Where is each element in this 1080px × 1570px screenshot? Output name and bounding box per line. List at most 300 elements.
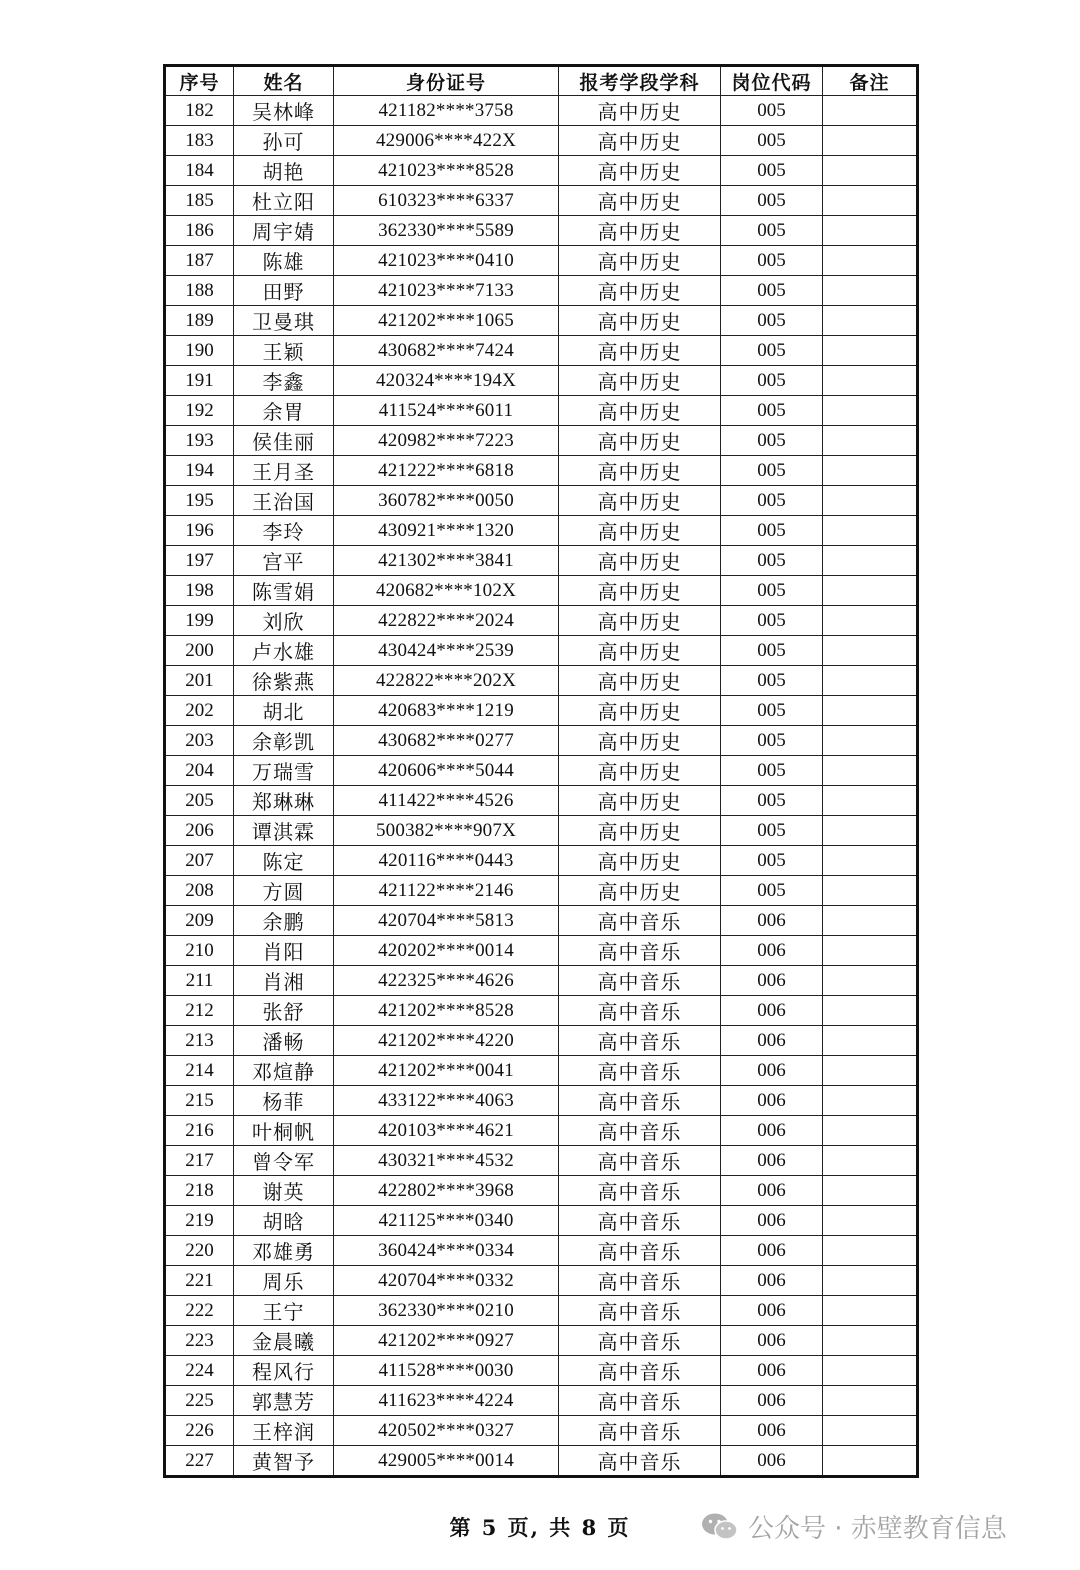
table-row bbox=[165, 1146, 918, 1176]
cell-remarks bbox=[823, 156, 918, 186]
cell-id-number: 421182****3758 bbox=[334, 96, 559, 126]
table-row bbox=[165, 1266, 918, 1296]
cell-id-number: 420502****0327 bbox=[334, 1416, 559, 1446]
cell-id-number: 421202****0927 bbox=[334, 1326, 559, 1356]
cell-id-number: 420324****194X bbox=[334, 366, 559, 396]
cell-post-code: 006 bbox=[721, 1056, 823, 1086]
table-row bbox=[165, 576, 918, 606]
table-row bbox=[165, 1416, 918, 1446]
table-row bbox=[165, 1086, 918, 1116]
cell-remarks bbox=[823, 966, 918, 996]
table-row bbox=[165, 606, 918, 636]
cell-subject: 高中历史 bbox=[559, 156, 721, 186]
cell-seq: 192 bbox=[165, 396, 234, 426]
cell-id-number: 411623****4224 bbox=[334, 1386, 559, 1416]
cell-id-number: 420982****7223 bbox=[334, 426, 559, 456]
cell-post-code: 006 bbox=[721, 1116, 823, 1146]
cell-subject: 高中历史 bbox=[559, 696, 721, 726]
cell-post-code: 006 bbox=[721, 1416, 823, 1446]
cell-remarks bbox=[823, 786, 918, 816]
cell-subject: 高中音乐 bbox=[559, 936, 721, 966]
cell-id-number: 421122****2146 bbox=[334, 876, 559, 906]
cell-post-code: 006 bbox=[721, 1206, 823, 1236]
cell-id-number: 411422****4526 bbox=[334, 786, 559, 816]
cell-name: 程风行 bbox=[234, 1356, 334, 1386]
cell-post-code: 006 bbox=[721, 1296, 823, 1326]
cell-name: 侯佳丽 bbox=[234, 426, 334, 456]
cell-remarks bbox=[823, 516, 918, 546]
cell-name: 王梓润 bbox=[234, 1416, 334, 1446]
cell-post-code: 006 bbox=[721, 1386, 823, 1416]
header-id-number: 身份证号 bbox=[334, 66, 559, 96]
cell-seq: 196 bbox=[165, 516, 234, 546]
cell-seq: 213 bbox=[165, 1026, 234, 1056]
cell-subject: 高中历史 bbox=[559, 336, 721, 366]
table-row bbox=[165, 696, 918, 726]
cell-name: 吴林峰 bbox=[234, 96, 334, 126]
cell-subject: 高中音乐 bbox=[559, 1206, 721, 1236]
cell-id-number: 421202****4220 bbox=[334, 1026, 559, 1056]
cell-remarks bbox=[823, 1026, 918, 1056]
cell-remarks bbox=[823, 276, 918, 306]
table-row bbox=[165, 366, 918, 396]
cell-id-number: 420682****102X bbox=[334, 576, 559, 606]
cell-remarks bbox=[823, 996, 918, 1026]
cell-seq: 214 bbox=[165, 1056, 234, 1086]
cell-id-number: 421202****8528 bbox=[334, 996, 559, 1026]
table-row bbox=[165, 216, 918, 246]
cell-seq: 226 bbox=[165, 1416, 234, 1446]
cell-subject: 高中历史 bbox=[559, 96, 721, 126]
cell-name: 王颖 bbox=[234, 336, 334, 366]
cell-id-number: 360424****0334 bbox=[334, 1236, 559, 1266]
cell-seq: 206 bbox=[165, 816, 234, 846]
header-post-code: 岗位代码 bbox=[721, 66, 823, 96]
header-name: 姓名 bbox=[234, 66, 334, 96]
cell-post-code: 006 bbox=[721, 1446, 823, 1477]
cell-remarks bbox=[823, 1146, 918, 1176]
cell-id-number: 430321****4532 bbox=[334, 1146, 559, 1176]
cell-seq: 194 bbox=[165, 456, 234, 486]
cell-remarks bbox=[823, 96, 918, 126]
cell-id-number: 420202****0014 bbox=[334, 936, 559, 966]
cell-name: 徐紫燕 bbox=[234, 666, 334, 696]
cell-id-number: 362330****5589 bbox=[334, 216, 559, 246]
cell-name: 谭淇霖 bbox=[234, 816, 334, 846]
table-row bbox=[165, 1446, 918, 1477]
cell-seq: 218 bbox=[165, 1176, 234, 1206]
table-row bbox=[165, 306, 918, 336]
cell-post-code: 006 bbox=[721, 1146, 823, 1176]
cell-seq: 203 bbox=[165, 726, 234, 756]
cell-subject: 高中历史 bbox=[559, 756, 721, 786]
cell-remarks bbox=[823, 1386, 918, 1416]
cell-name: 胡晗 bbox=[234, 1206, 334, 1236]
cell-name: 胡艳 bbox=[234, 156, 334, 186]
cell-id-number: 421202****1065 bbox=[334, 306, 559, 336]
cell-name: 李鑫 bbox=[234, 366, 334, 396]
cell-post-code: 005 bbox=[721, 546, 823, 576]
cell-remarks bbox=[823, 846, 918, 876]
cell-subject: 高中历史 bbox=[559, 306, 721, 336]
cell-subject: 高中音乐 bbox=[559, 1236, 721, 1266]
cell-name: 肖湘 bbox=[234, 966, 334, 996]
cell-subject: 高中历史 bbox=[559, 726, 721, 756]
cell-seq: 225 bbox=[165, 1386, 234, 1416]
cell-post-code: 005 bbox=[721, 516, 823, 546]
cell-subject: 高中音乐 bbox=[559, 966, 721, 996]
cell-remarks bbox=[823, 1116, 918, 1146]
cell-id-number: 430682****7424 bbox=[334, 336, 559, 366]
cell-remarks bbox=[823, 1296, 918, 1326]
candidate-table bbox=[163, 64, 919, 1478]
cell-subject: 高中音乐 bbox=[559, 1386, 721, 1416]
cell-remarks bbox=[823, 366, 918, 396]
cell-id-number: 421222****6818 bbox=[334, 456, 559, 486]
cell-remarks bbox=[823, 606, 918, 636]
cell-post-code: 005 bbox=[721, 276, 823, 306]
cell-post-code: 005 bbox=[721, 876, 823, 906]
table-row bbox=[165, 1206, 918, 1236]
cell-id-number: 411528****0030 bbox=[334, 1356, 559, 1386]
cell-post-code: 005 bbox=[721, 96, 823, 126]
cell-seq: 215 bbox=[165, 1086, 234, 1116]
cell-id-number: 421125****0340 bbox=[334, 1206, 559, 1236]
cell-remarks bbox=[823, 1086, 918, 1116]
cell-post-code: 005 bbox=[721, 666, 823, 696]
cell-subject: 高中历史 bbox=[559, 396, 721, 426]
cell-name: 王月圣 bbox=[234, 456, 334, 486]
cell-id-number: 362330****0210 bbox=[334, 1296, 559, 1326]
table-row bbox=[165, 816, 918, 846]
cell-name: 陈雄 bbox=[234, 246, 334, 276]
cell-seq: 224 bbox=[165, 1356, 234, 1386]
cell-name: 卫曼琪 bbox=[234, 306, 334, 336]
cell-id-number: 430682****0277 bbox=[334, 726, 559, 756]
cell-post-code: 005 bbox=[721, 726, 823, 756]
cell-remarks bbox=[823, 246, 918, 276]
cell-name: 田野 bbox=[234, 276, 334, 306]
cell-seq: 211 bbox=[165, 966, 234, 996]
cell-name: 卢水雄 bbox=[234, 636, 334, 666]
table-row bbox=[165, 1056, 918, 1086]
cell-id-number: 421202****0041 bbox=[334, 1056, 559, 1086]
cell-name: 李玲 bbox=[234, 516, 334, 546]
table-row bbox=[165, 1296, 918, 1326]
header-seq: 序号 bbox=[165, 66, 234, 96]
cell-post-code: 005 bbox=[721, 336, 823, 366]
cell-seq: 216 bbox=[165, 1116, 234, 1146]
cell-subject: 高中历史 bbox=[559, 666, 721, 696]
cell-post-code: 005 bbox=[721, 696, 823, 726]
table-row bbox=[165, 966, 918, 996]
table-row bbox=[165, 486, 918, 516]
cell-id-number: 360782****0050 bbox=[334, 486, 559, 516]
cell-name: 刘欣 bbox=[234, 606, 334, 636]
table-row bbox=[165, 906, 918, 936]
cell-seq: 205 bbox=[165, 786, 234, 816]
cell-remarks bbox=[823, 186, 918, 216]
cell-remarks bbox=[823, 876, 918, 906]
cell-seq: 183 bbox=[165, 126, 234, 156]
cell-post-code: 005 bbox=[721, 396, 823, 426]
cell-id-number: 421023****7133 bbox=[334, 276, 559, 306]
cell-post-code: 006 bbox=[721, 1356, 823, 1386]
cell-subject: 高中音乐 bbox=[559, 1176, 721, 1206]
cell-seq: 198 bbox=[165, 576, 234, 606]
cell-remarks bbox=[823, 576, 918, 606]
cell-seq: 219 bbox=[165, 1206, 234, 1236]
cell-name: 王治国 bbox=[234, 486, 334, 516]
table-row bbox=[165, 876, 918, 906]
cell-remarks bbox=[823, 1266, 918, 1296]
cell-name: 肖阳 bbox=[234, 936, 334, 966]
cell-post-code: 005 bbox=[721, 576, 823, 606]
table-row bbox=[165, 186, 918, 216]
cell-post-code: 006 bbox=[721, 996, 823, 1026]
cell-seq: 212 bbox=[165, 996, 234, 1026]
cell-subject: 高中历史 bbox=[559, 576, 721, 606]
cell-name: 曾令军 bbox=[234, 1146, 334, 1176]
table-row bbox=[165, 786, 918, 816]
cell-name: 周宇婧 bbox=[234, 216, 334, 246]
cell-name: 叶桐帆 bbox=[234, 1116, 334, 1146]
table-row bbox=[165, 456, 918, 486]
cell-seq: 188 bbox=[165, 276, 234, 306]
cell-remarks bbox=[823, 126, 918, 156]
cell-subject: 高中历史 bbox=[559, 216, 721, 246]
cell-id-number: 420103****4621 bbox=[334, 1116, 559, 1146]
cell-remarks bbox=[823, 1326, 918, 1356]
cell-name: 潘畅 bbox=[234, 1026, 334, 1056]
cell-seq: 204 bbox=[165, 756, 234, 786]
cell-subject: 高中音乐 bbox=[559, 1356, 721, 1386]
cell-seq: 189 bbox=[165, 306, 234, 336]
cell-subject: 高中音乐 bbox=[559, 1446, 721, 1477]
cell-post-code: 005 bbox=[721, 816, 823, 846]
cell-name: 余彰凯 bbox=[234, 726, 334, 756]
cell-seq: 197 bbox=[165, 546, 234, 576]
table-row bbox=[165, 666, 918, 696]
cell-post-code: 005 bbox=[721, 246, 823, 276]
table-row bbox=[165, 516, 918, 546]
cell-subject: 高中历史 bbox=[559, 606, 721, 636]
cell-id-number: 500382****907X bbox=[334, 816, 559, 846]
cell-id-number: 421023****8528 bbox=[334, 156, 559, 186]
cell-subject: 高中历史 bbox=[559, 246, 721, 276]
cell-remarks bbox=[823, 546, 918, 576]
table-row bbox=[165, 1326, 918, 1356]
cell-post-code: 005 bbox=[721, 426, 823, 456]
cell-name: 谢英 bbox=[234, 1176, 334, 1206]
cell-post-code: 006 bbox=[721, 1266, 823, 1296]
cell-subject: 高中音乐 bbox=[559, 1326, 721, 1356]
cell-post-code: 005 bbox=[721, 486, 823, 516]
cell-id-number: 422822****2024 bbox=[334, 606, 559, 636]
cell-subject: 高中历史 bbox=[559, 486, 721, 516]
cell-remarks bbox=[823, 216, 918, 246]
cell-id-number: 420116****0443 bbox=[334, 846, 559, 876]
cell-subject: 高中历史 bbox=[559, 276, 721, 306]
header-remarks: 备注 bbox=[823, 66, 918, 96]
table-row bbox=[165, 726, 918, 756]
cell-remarks bbox=[823, 336, 918, 366]
cell-seq: 187 bbox=[165, 246, 234, 276]
cell-post-code: 005 bbox=[721, 756, 823, 786]
cell-remarks bbox=[823, 1236, 918, 1266]
cell-remarks bbox=[823, 456, 918, 486]
cell-post-code: 006 bbox=[721, 1326, 823, 1356]
cell-name: 邓煊静 bbox=[234, 1056, 334, 1086]
cell-remarks bbox=[823, 696, 918, 726]
table-row bbox=[165, 1116, 918, 1146]
cell-seq: 208 bbox=[165, 876, 234, 906]
wechat-icon bbox=[700, 1511, 740, 1543]
cell-id-number: 411524****6011 bbox=[334, 396, 559, 426]
cell-subject: 高中历史 bbox=[559, 366, 721, 396]
cell-remarks bbox=[823, 1176, 918, 1206]
cell-subject: 高中音乐 bbox=[559, 1056, 721, 1086]
cell-subject: 高中音乐 bbox=[559, 1416, 721, 1446]
cell-seq: 207 bbox=[165, 846, 234, 876]
cell-remarks bbox=[823, 906, 918, 936]
cell-seq: 195 bbox=[165, 486, 234, 516]
table-row bbox=[165, 546, 918, 576]
cell-seq: 227 bbox=[165, 1446, 234, 1477]
cell-name: 孙可 bbox=[234, 126, 334, 156]
page-footer: 第 5 页, 共 8 页 bbox=[449, 1515, 631, 1540]
cell-name: 王宁 bbox=[234, 1296, 334, 1326]
cell-subject: 高中历史 bbox=[559, 816, 721, 846]
cell-name: 杨菲 bbox=[234, 1086, 334, 1116]
cell-post-code: 006 bbox=[721, 1026, 823, 1056]
cell-id-number: 421302****3841 bbox=[334, 546, 559, 576]
cell-subject: 高中音乐 bbox=[559, 1296, 721, 1326]
cell-id-number: 429006****422X bbox=[334, 126, 559, 156]
cell-remarks bbox=[823, 936, 918, 966]
table-row bbox=[165, 1026, 918, 1056]
table-row bbox=[165, 996, 918, 1026]
cell-name: 胡北 bbox=[234, 696, 334, 726]
cell-id-number: 420704****0332 bbox=[334, 1266, 559, 1296]
header-subject: 报考学段学科 bbox=[559, 66, 721, 96]
cell-seq: 210 bbox=[165, 936, 234, 966]
cell-post-code: 006 bbox=[721, 1176, 823, 1206]
cell-subject: 高中历史 bbox=[559, 516, 721, 546]
cell-seq: 202 bbox=[165, 696, 234, 726]
table-row bbox=[165, 1356, 918, 1386]
cell-name: 金晨曦 bbox=[234, 1326, 334, 1356]
cell-remarks bbox=[823, 816, 918, 846]
cell-id-number: 430921****1320 bbox=[334, 516, 559, 546]
cell-name: 陈定 bbox=[234, 846, 334, 876]
cell-id-number: 422802****3968 bbox=[334, 1176, 559, 1206]
cell-seq: 182 bbox=[165, 96, 234, 126]
cell-name: 黄智予 bbox=[234, 1446, 334, 1477]
cell-post-code: 005 bbox=[721, 306, 823, 336]
table-row bbox=[165, 156, 918, 186]
cell-remarks bbox=[823, 1356, 918, 1386]
cell-name: 万瑞雪 bbox=[234, 756, 334, 786]
cell-subject: 高中历史 bbox=[559, 786, 721, 816]
cell-id-number: 420606****5044 bbox=[334, 756, 559, 786]
cell-remarks bbox=[823, 1056, 918, 1086]
cell-remarks bbox=[823, 306, 918, 336]
table-row bbox=[165, 936, 918, 966]
cell-id-number: 430424****2539 bbox=[334, 636, 559, 666]
watermark-text: 公众号 · 赤壁教育信息 bbox=[748, 1514, 1007, 1544]
cell-subject: 高中历史 bbox=[559, 186, 721, 216]
table-row bbox=[165, 336, 918, 366]
cell-seq: 184 bbox=[165, 156, 234, 186]
cell-post-code: 006 bbox=[721, 906, 823, 936]
cell-seq: 222 bbox=[165, 1296, 234, 1326]
table-header-row bbox=[165, 66, 918, 96]
cell-seq: 209 bbox=[165, 906, 234, 936]
cell-remarks bbox=[823, 636, 918, 666]
cell-subject: 高中音乐 bbox=[559, 1086, 721, 1116]
cell-subject: 高中历史 bbox=[559, 456, 721, 486]
table-row bbox=[165, 756, 918, 786]
watermark bbox=[700, 1508, 1007, 1545]
cell-seq: 191 bbox=[165, 366, 234, 396]
cell-id-number: 422325****4626 bbox=[334, 966, 559, 996]
cell-post-code: 005 bbox=[721, 846, 823, 876]
cell-post-code: 005 bbox=[721, 186, 823, 216]
cell-subject: 高中音乐 bbox=[559, 1116, 721, 1146]
table-row bbox=[165, 396, 918, 426]
table-row bbox=[165, 126, 918, 156]
cell-name: 杜立阳 bbox=[234, 186, 334, 216]
table-row bbox=[165, 246, 918, 276]
cell-seq: 199 bbox=[165, 606, 234, 636]
cell-remarks bbox=[823, 1206, 918, 1236]
cell-name: 邓雄勇 bbox=[234, 1236, 334, 1266]
cell-name: 方圆 bbox=[234, 876, 334, 906]
cell-seq: 220 bbox=[165, 1236, 234, 1266]
cell-post-code: 005 bbox=[721, 606, 823, 636]
cell-seq: 185 bbox=[165, 186, 234, 216]
table-row bbox=[165, 426, 918, 456]
cell-id-number: 429005****0014 bbox=[334, 1446, 559, 1477]
cell-name: 郭慧芳 bbox=[234, 1386, 334, 1416]
cell-seq: 221 bbox=[165, 1266, 234, 1296]
cell-name: 陈雪娟 bbox=[234, 576, 334, 606]
cell-post-code: 006 bbox=[721, 966, 823, 996]
cell-post-code: 006 bbox=[721, 1086, 823, 1116]
cell-remarks bbox=[823, 1416, 918, 1446]
table-row bbox=[165, 276, 918, 306]
cell-name: 周乐 bbox=[234, 1266, 334, 1296]
cell-remarks bbox=[823, 1446, 918, 1477]
cell-subject: 高中音乐 bbox=[559, 1026, 721, 1056]
table-row bbox=[165, 1176, 918, 1206]
cell-subject: 高中历史 bbox=[559, 426, 721, 456]
cell-seq: 217 bbox=[165, 1146, 234, 1176]
cell-post-code: 005 bbox=[721, 456, 823, 486]
cell-subject: 高中音乐 bbox=[559, 1146, 721, 1176]
table-row bbox=[165, 636, 918, 666]
cell-name: 郑琳琳 bbox=[234, 786, 334, 816]
cell-seq: 193 bbox=[165, 426, 234, 456]
cell-remarks bbox=[823, 726, 918, 756]
cell-id-number: 420683****1219 bbox=[334, 696, 559, 726]
cell-post-code: 005 bbox=[721, 126, 823, 156]
cell-id-number: 433122****4063 bbox=[334, 1086, 559, 1116]
cell-name: 余鹏 bbox=[234, 906, 334, 936]
cell-subject: 高中音乐 bbox=[559, 906, 721, 936]
cell-subject: 高中历史 bbox=[559, 546, 721, 576]
